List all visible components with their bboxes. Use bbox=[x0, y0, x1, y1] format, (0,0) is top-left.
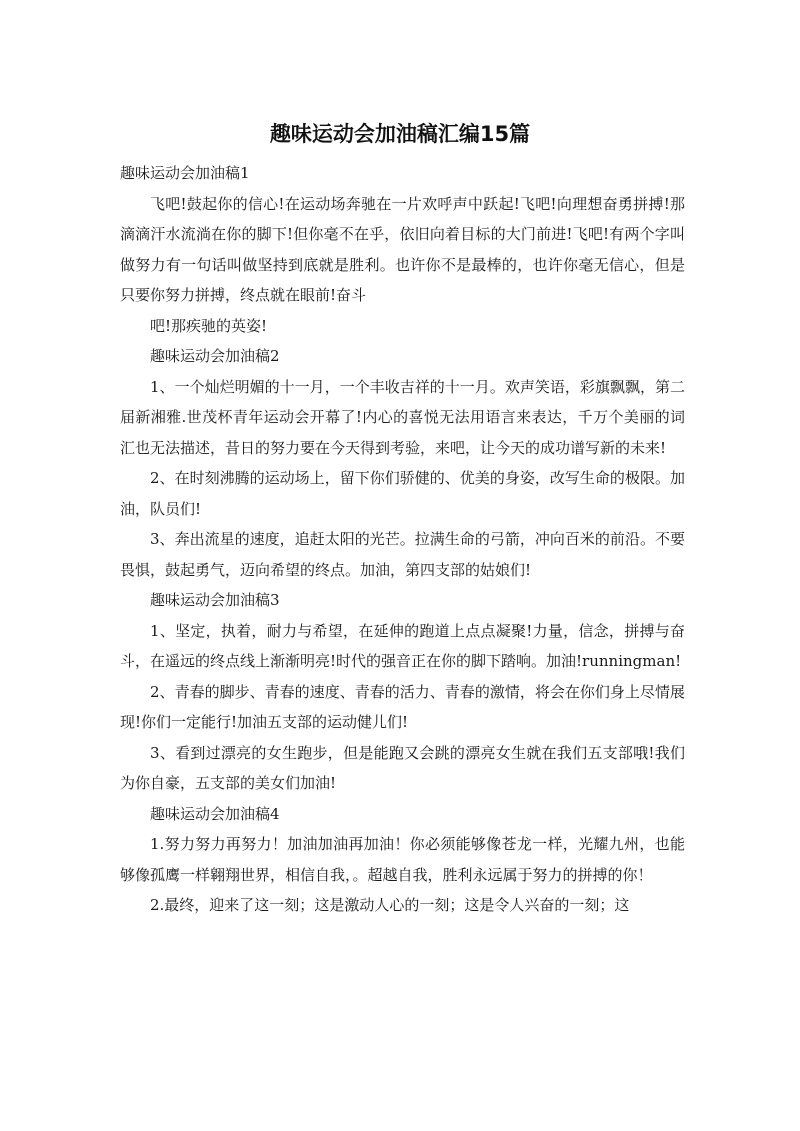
paragraph: 2、青春的脚步、青春的速度、青春的活力、青春的激情，将会在你们身上尽情展现!你们一定能行!加油五支部的运动健儿们! bbox=[120, 682, 685, 731]
paragraph: 1、一个灿烂明媚的十一月，一个丰收吉祥的十一月。欢声笑语，彩旗飘飘，第二届新湘雅.世茂杯青年运动会开幕了!内心的喜悦无法用语言来表达，千万个美丽的词汇也无法描述，昔日的努力要在今天得到考验，来吧，让今天的成功谱写新的未来! bbox=[120, 377, 685, 457]
paragraph: 飞吧!鼓起你的信心!在运动场奔驰在一片欢呼声中跃起!飞吧!向理想奋勇拼搏!那滴滴汗水流淌在你的脚下!但你毫不在乎，依旧向着目标的大门前进!飞吧!有两个字叫做努力有一句话叫做坚持到底就是胜利。也许你不是最棒的，也许你毫无信心，但是只要你努力拼搏，终点就在眼前!奋斗 bbox=[120, 194, 685, 304]
section-heading: 趣味运动会加油稿3 bbox=[150, 591, 280, 609]
section-heading: 趣味运动会加油稿1 bbox=[120, 164, 250, 182]
document-body bbox=[120, 158, 685, 921]
section-heading: 趣味运动会加油稿2 bbox=[150, 347, 280, 365]
paragraph: 1.努力努力再努力！加油加油再加油！你必须能够像苍龙一样，光耀九州，也能够像孤鹰一样翱翔世界，相信自我，。超越自我，胜利永远属于努力的拼搏的你！ bbox=[120, 835, 685, 884]
paragraph: 1、坚定，执着，耐力与希望，在延伸的跑道上点点凝聚!力量，信念，拼搏与奋斗，在遥远的终点线上渐渐明亮!时代的强音正在你的脚下踏响。加油!runningman! bbox=[120, 621, 685, 670]
paragraph: 吧!那疾驰的英姿! bbox=[150, 316, 268, 335]
paragraph: 3、看到过漂亮的女生跑步，但是能跑又会跳的漂亮女生就在我们五支部哦!我们为你自豪，五支部的美女们加油! bbox=[120, 743, 685, 792]
section-heading: 趣味运动会加油稿4 bbox=[150, 804, 280, 823]
paragraph: 2.最终，迎来了这一刻；这是激动人心的一刻；这是令人兴奋的一刻；这 bbox=[150, 896, 630, 914]
document-title: 趣味运动会加油稿汇编15篇 bbox=[269, 122, 531, 146]
paragraph: 3、奔出流星的速度，追赶太阳的光芒。拉满生命的弓箭，冲向百米的前沿。不要畏惧，鼓起勇气，迈向希望的终点。加油，第四支部的姑娘们! bbox=[120, 530, 685, 579]
paragraph: 2、在时刻沸腾的运动场上，留下你们骄健的、优美的身姿，改写生命的极限。加油，队员们! bbox=[120, 469, 685, 518]
